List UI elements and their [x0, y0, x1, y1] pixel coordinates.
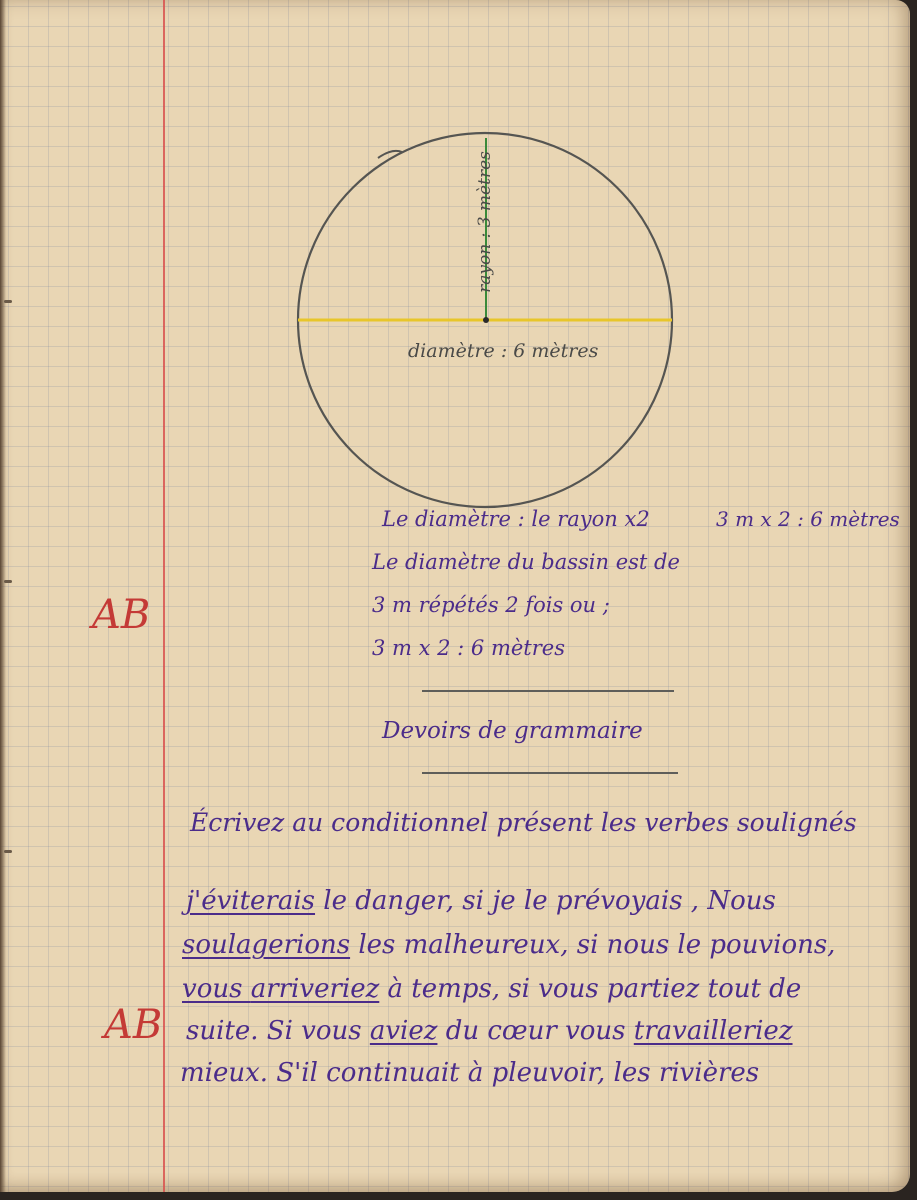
sentence-text: suite. Si vous — [186, 1016, 370, 1046]
exercise-line-2 — [182, 930, 835, 960]
circle-center — [483, 317, 489, 323]
sentence-text: les malheureux, si nous le pouvions, — [350, 930, 836, 960]
sentence-text: à temps, si vous partiez tout de — [379, 974, 802, 1004]
exercise-line-1 — [186, 886, 776, 916]
math-line-1: Le diamètre : le rayon x2 — [382, 507, 650, 531]
underlined-verb: travailleriez — [633, 1016, 793, 1046]
sentence-text: du cœur vous — [437, 1016, 634, 1046]
math-line-4: 3 m x 2 : 6 mètres — [372, 636, 565, 660]
sentence-text: vous — [182, 974, 251, 1004]
section-title: Devoirs de grammaire — [382, 718, 643, 744]
exercise-instruction: Écrivez au conditionnel présent les verbes soulignés — [190, 808, 857, 837]
underlined-verb: j'éviterais — [186, 886, 316, 916]
math-line-1-right: 3 m x 2 : 6 mètres — [716, 507, 900, 531]
exercise-line-3 — [182, 974, 801, 1004]
section-rule-top — [422, 690, 674, 692]
math-line-3: 3 m répétés 2 fois ou ; — [372, 593, 610, 617]
exercise-line-5: mieux. S'il continuait à pleuvoir, les rivières — [180, 1058, 760, 1088]
sentence-text: le danger, si je le prévoyais , Nous — [315, 886, 776, 916]
section-rule-bottom — [422, 772, 678, 774]
diameter-label: diamètre : 6 mètres — [408, 340, 599, 362]
grade-mark-top: AB — [92, 592, 151, 638]
math-line-2: Le diamètre du bassin est de — [372, 550, 680, 574]
exercise-line-4 — [186, 1016, 793, 1046]
underlined-verb: aviez — [369, 1016, 438, 1046]
underlined-verb: arriveriez — [250, 974, 380, 1004]
grade-mark-bottom: AB — [104, 1002, 163, 1048]
underlined-verb: soulagerions — [182, 930, 351, 960]
radius-label: rayon : 3 mètres — [475, 151, 495, 293]
